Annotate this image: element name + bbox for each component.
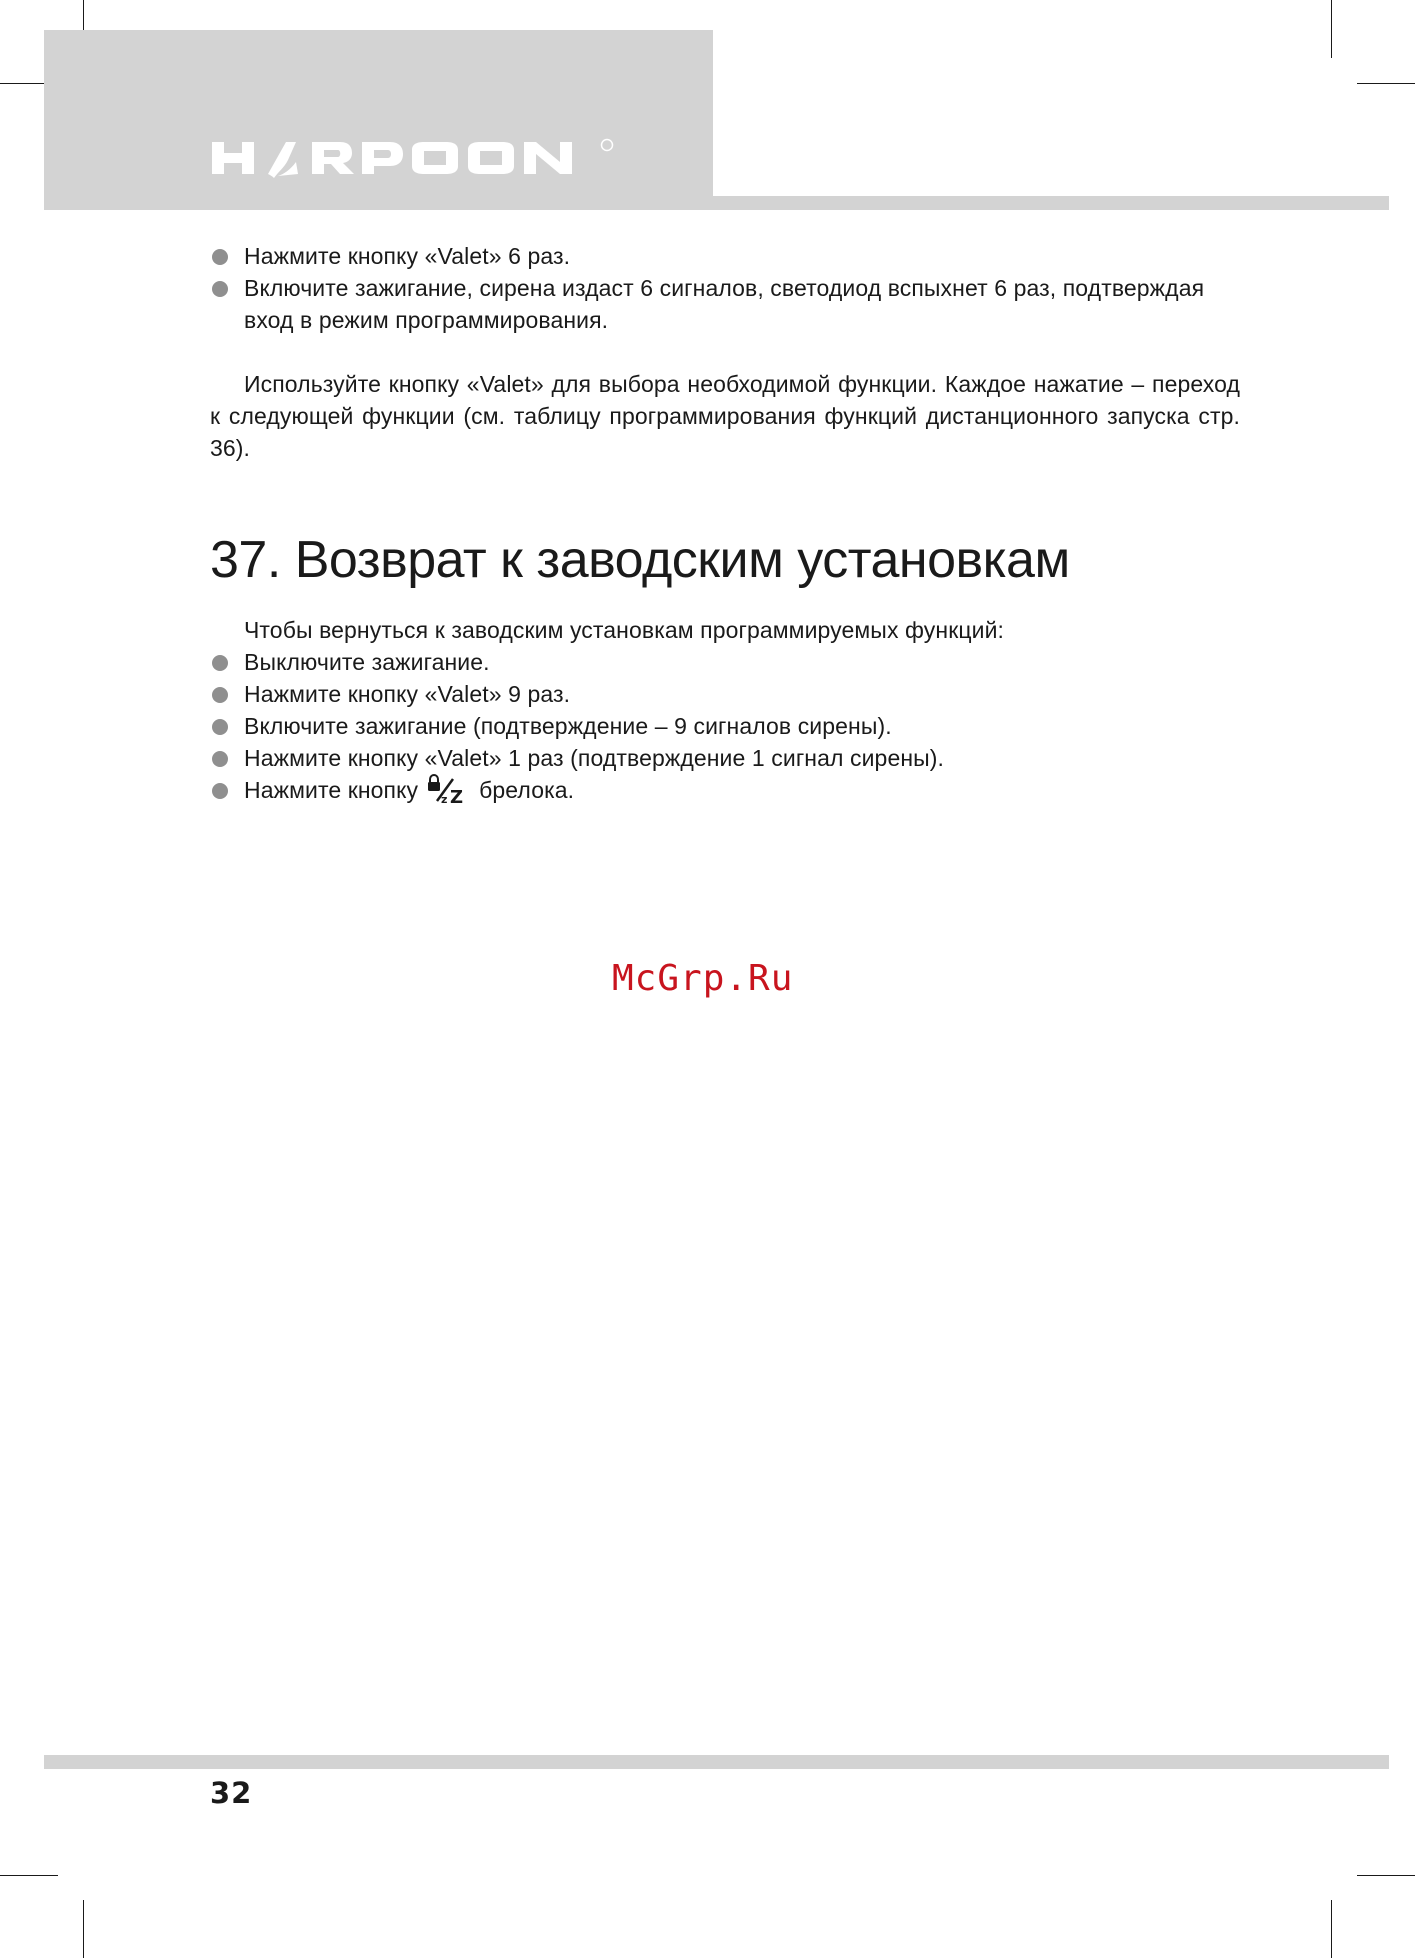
- svg-text:z: z: [440, 793, 448, 804]
- list-item-text: Нажмите кнопку «Valet» 6 раз.: [244, 243, 571, 269]
- bullet-icon: [212, 783, 228, 799]
- bullet-icon: [212, 655, 228, 671]
- main-content: [210, 240, 1240, 806]
- bullet-icon: [212, 281, 228, 297]
- crop-mark: [1331, 1900, 1332, 1958]
- list-item: [210, 678, 1240, 710]
- bullet-icon: [212, 687, 228, 703]
- bullet-icon: [212, 751, 228, 767]
- bullet-icon: [212, 249, 228, 265]
- crop-mark: [1357, 83, 1415, 84]
- list-item: [210, 646, 1240, 678]
- page-number: 32: [210, 1776, 253, 1810]
- crop-mark: [83, 1900, 84, 1958]
- bullet-icon: [212, 719, 228, 735]
- list-item-text: Нажмите кнопку: [244, 777, 419, 803]
- section-intro: Чтобы вернуться к заводским установкам программируемых функций:: [244, 617, 1005, 643]
- svg-text:Z: Z: [449, 787, 463, 804]
- section-title: 37. Возврат к заводским установкам: [210, 531, 1070, 589]
- list-item-text: брелока.: [479, 777, 575, 803]
- list-item: [210, 774, 1240, 806]
- crop-mark: [1331, 0, 1332, 58]
- lock-sleep-icon: [427, 774, 467, 804]
- crop-mark: [1357, 1875, 1415, 1876]
- footer-strip: [44, 1755, 1389, 1769]
- watermark: McGrp.Ru: [612, 958, 794, 999]
- header-strip: [44, 196, 1389, 210]
- steps-factory-reset: [210, 646, 1240, 806]
- list-item: [210, 272, 1240, 336]
- list-item-text: Нажмите кнопку «Valet» 1 раз (подтверждение 1 сигнал сирены).: [244, 745, 945, 771]
- header-background: [44, 30, 713, 210]
- list-item-text: Включите зажигание, сирена издаст 6 сигналов, светодиод вспыхнет 6 раз, подтверждая вход в режим программирования.: [244, 275, 1205, 333]
- list-item: [210, 742, 1240, 774]
- list-item-text: Включите зажигание (подтверждение – 9 сигналов сирены).: [244, 713, 892, 739]
- harpoon-logo: [212, 136, 617, 180]
- list-item-text: Нажмите кнопку «Valet» 9 раз.: [244, 681, 571, 707]
- list-item-text: Выключите зажигание.: [244, 649, 490, 675]
- body-paragraph: Используйте кнопку «Valet» для выбора необходимой функции. Каждое нажатие – переход к следующей функции (см. таблицу программирования функций дистанционного запуска стр. 36).: [210, 371, 1240, 461]
- crop-mark: [0, 1875, 58, 1876]
- steps-enter-programming: [210, 240, 1240, 336]
- list-item: [210, 710, 1240, 742]
- list-item: [210, 240, 1240, 272]
